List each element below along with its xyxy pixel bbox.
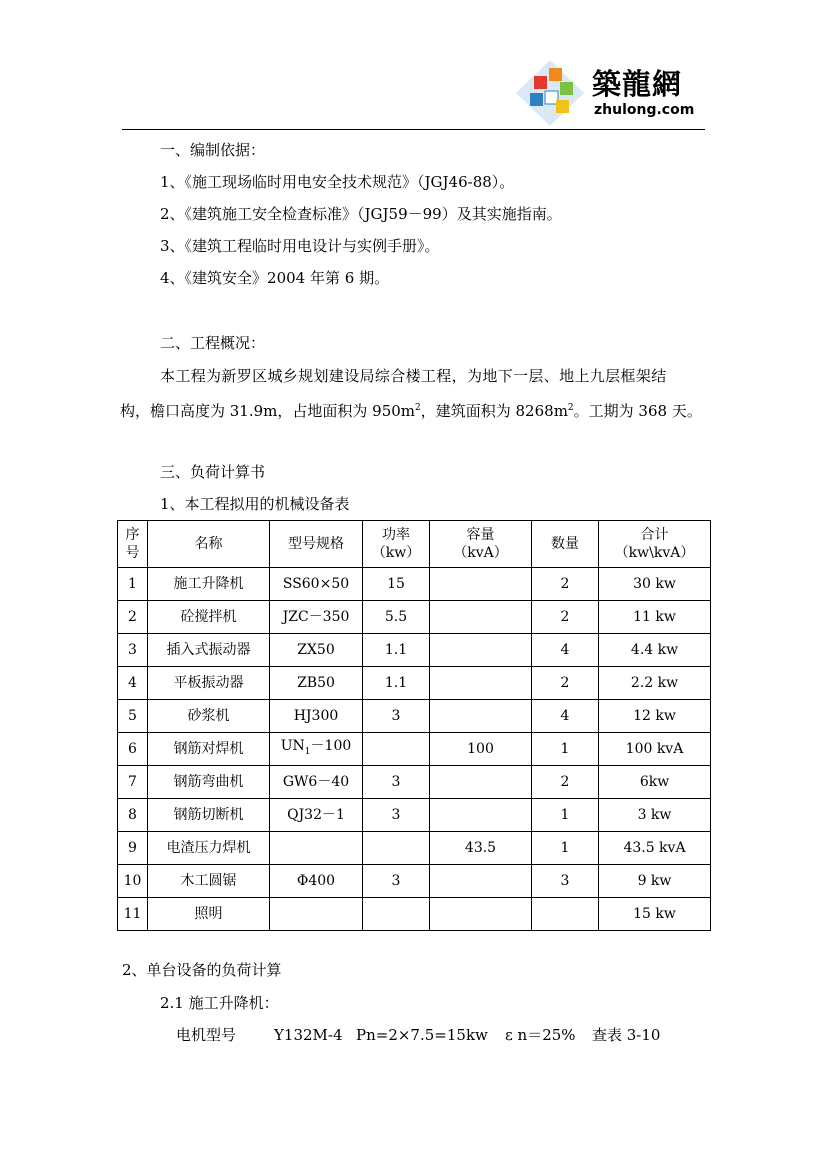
cell-power: [363, 733, 430, 766]
section-4-heading: 2、单台设备的负荷计算: [122, 961, 282, 979]
overview-line-1: 本工程为新罗区城乡规划建设局综合楼工程，为地下一层、地上九层框架结: [160, 367, 667, 385]
section-1-heading: 一、编制依据：: [160, 141, 266, 159]
cell-capacity: 100: [430, 733, 532, 766]
header-no: 序 号: [118, 521, 148, 568]
cell-total: 2.2 kw: [599, 667, 711, 700]
cell-no: 2: [118, 601, 148, 634]
cell-qty: 2: [532, 568, 599, 601]
cell-model: [270, 832, 363, 865]
cell-name: 平板振动器: [148, 667, 270, 700]
header-capacity: 容量 （kvA）: [430, 521, 532, 568]
cell-name: 施工升降机: [148, 568, 270, 601]
table-row: [118, 865, 711, 898]
table-row: [118, 568, 711, 601]
cell-no: 10: [118, 865, 148, 898]
cell-total: 15 kw: [599, 898, 711, 931]
header-name: 名称: [148, 521, 270, 568]
cell-total: 100 kvA: [599, 733, 711, 766]
cell-qty: 1: [532, 799, 599, 832]
basis-item-3: 3、《建筑工程临时用电设计与实例手册》。: [160, 237, 440, 255]
cell-no: 7: [118, 766, 148, 799]
cell-power: 1.1: [363, 634, 430, 667]
cell-total: 12 kw: [599, 700, 711, 733]
cell-qty: 1: [532, 733, 599, 766]
motor-pn: Pn=2×7.5=15kw: [356, 1026, 488, 1044]
motor-lookup: 查表 3-10: [592, 1026, 661, 1044]
table-row: [118, 700, 711, 733]
section-2-heading: 二、工程概况：: [160, 334, 266, 352]
table-row: [118, 601, 711, 634]
table-header-row: [118, 521, 711, 568]
cell-capacity: [430, 865, 532, 898]
cell-total: 4.4 kw: [599, 634, 711, 667]
cell-capacity: 43.5: [430, 832, 532, 865]
cell-power: 5.5: [363, 601, 430, 634]
cell-power: [363, 898, 430, 931]
cell-name: 砂浆机: [148, 700, 270, 733]
cell-qty: 4: [532, 700, 599, 733]
cell-total: 11 kw: [599, 601, 711, 634]
cell-total: 6kw: [599, 766, 711, 799]
site-logo: [514, 58, 704, 128]
cell-qty: 2: [532, 601, 599, 634]
cell-no: 5: [118, 700, 148, 733]
cell-power: 1.1: [363, 667, 430, 700]
cell-capacity: [430, 568, 532, 601]
cell-name: 钢筋弯曲机: [148, 766, 270, 799]
cell-power: [363, 832, 430, 865]
cell-total: 9 kw: [599, 865, 711, 898]
table-row: [118, 733, 711, 766]
equipment-table-title: 1、本工程拟用的机械设备表: [160, 495, 350, 513]
cell-qty: 3: [532, 865, 599, 898]
cell-capacity: [430, 634, 532, 667]
motor-label: 电机型号: [176, 1026, 237, 1044]
table-row: [118, 799, 711, 832]
header-model: 型号规格: [270, 521, 363, 568]
cell-model: HJ300: [270, 700, 363, 733]
header-divider: [122, 129, 705, 130]
cell-power: 3: [363, 700, 430, 733]
cell-capacity: [430, 766, 532, 799]
cell-model: ZX50: [270, 634, 363, 667]
table-row: [118, 832, 711, 865]
cell-total: 43.5 kvA: [599, 832, 711, 865]
subsection-heading: 2.1 施工升降机：: [160, 994, 279, 1012]
cell-model: $UN_1-100$: [270, 733, 363, 766]
cell-power: 3: [363, 766, 430, 799]
header-power: 功率 （kw）: [363, 521, 430, 568]
cell-model: GW6－40: [270, 766, 363, 799]
cell-name: 插入式振动器: [148, 634, 270, 667]
cell-no: 11: [118, 898, 148, 931]
basis-item-4: 4、《建筑安全》2004 年第 6 期。: [160, 269, 390, 287]
logo-chinese-text: 築龍網: [592, 67, 683, 101]
cell-no: 3: [118, 634, 148, 667]
cell-capacity: [430, 667, 532, 700]
cell-no: 9: [118, 832, 148, 865]
cell-name: 电渣压力焊机: [148, 832, 270, 865]
cell-capacity: [430, 601, 532, 634]
header-qty: 数量: [532, 521, 599, 568]
motor-model: Y132M-4: [274, 1026, 343, 1044]
cell-no: 8: [118, 799, 148, 832]
cell-power: 3: [363, 799, 430, 832]
cell-no: 6: [118, 733, 148, 766]
cell-qty: [532, 898, 599, 931]
cell-power: 3: [363, 865, 430, 898]
cell-qty: 2: [532, 667, 599, 700]
overview-line-2: 构，檐口高度为 31.9m，占地面积为 $950m^2$，建筑面积为 $8268m^2$。工期为 368 天。: [120, 402, 702, 420]
cell-total: 3 kw: [599, 799, 711, 832]
cell-total: 30 kw: [599, 568, 711, 601]
cell-model: Φ400: [270, 865, 363, 898]
basis-item-1: 1、《施工现场临时用电安全技术规范》（JGJ46-88）。: [160, 173, 515, 191]
logo-english-text: zhulong.com: [594, 102, 695, 118]
table-row: [118, 898, 711, 931]
cell-qty: 2: [532, 766, 599, 799]
cell-name: 钢筋对焊机: [148, 733, 270, 766]
motor-en: ε n＝25%: [505, 1026, 576, 1044]
cell-power: 15: [363, 568, 430, 601]
table-row: [118, 766, 711, 799]
cell-model: JZC－350: [270, 601, 363, 634]
equipment-table: [117, 520, 711, 931]
section-3-heading: 三、负荷计算书: [160, 463, 266, 481]
logo-emblem-icon: [514, 58, 586, 128]
cell-model: SS60×50: [270, 568, 363, 601]
cell-name: 木工圆锯: [148, 865, 270, 898]
cell-name: 照明: [148, 898, 270, 931]
cell-model: [270, 898, 363, 931]
cell-qty: 1: [532, 832, 599, 865]
header-total: 合计 （kw\kvA）: [599, 521, 711, 568]
cell-no: 1: [118, 568, 148, 601]
cell-qty: 4: [532, 634, 599, 667]
cell-model: QJ32－1: [270, 799, 363, 832]
table-row: [118, 667, 711, 700]
table-row: [118, 634, 711, 667]
cell-capacity: [430, 799, 532, 832]
cell-capacity: [430, 898, 532, 931]
cell-name: 钢筋切断机: [148, 799, 270, 832]
basis-item-2: 2、《建筑施工安全检查标准》（JGJ59－99）及其实施指南。: [160, 205, 562, 223]
cell-no: 4: [118, 667, 148, 700]
cell-capacity: [430, 700, 532, 733]
cell-model: ZB50: [270, 667, 363, 700]
cell-name: 砼搅拌机: [148, 601, 270, 634]
